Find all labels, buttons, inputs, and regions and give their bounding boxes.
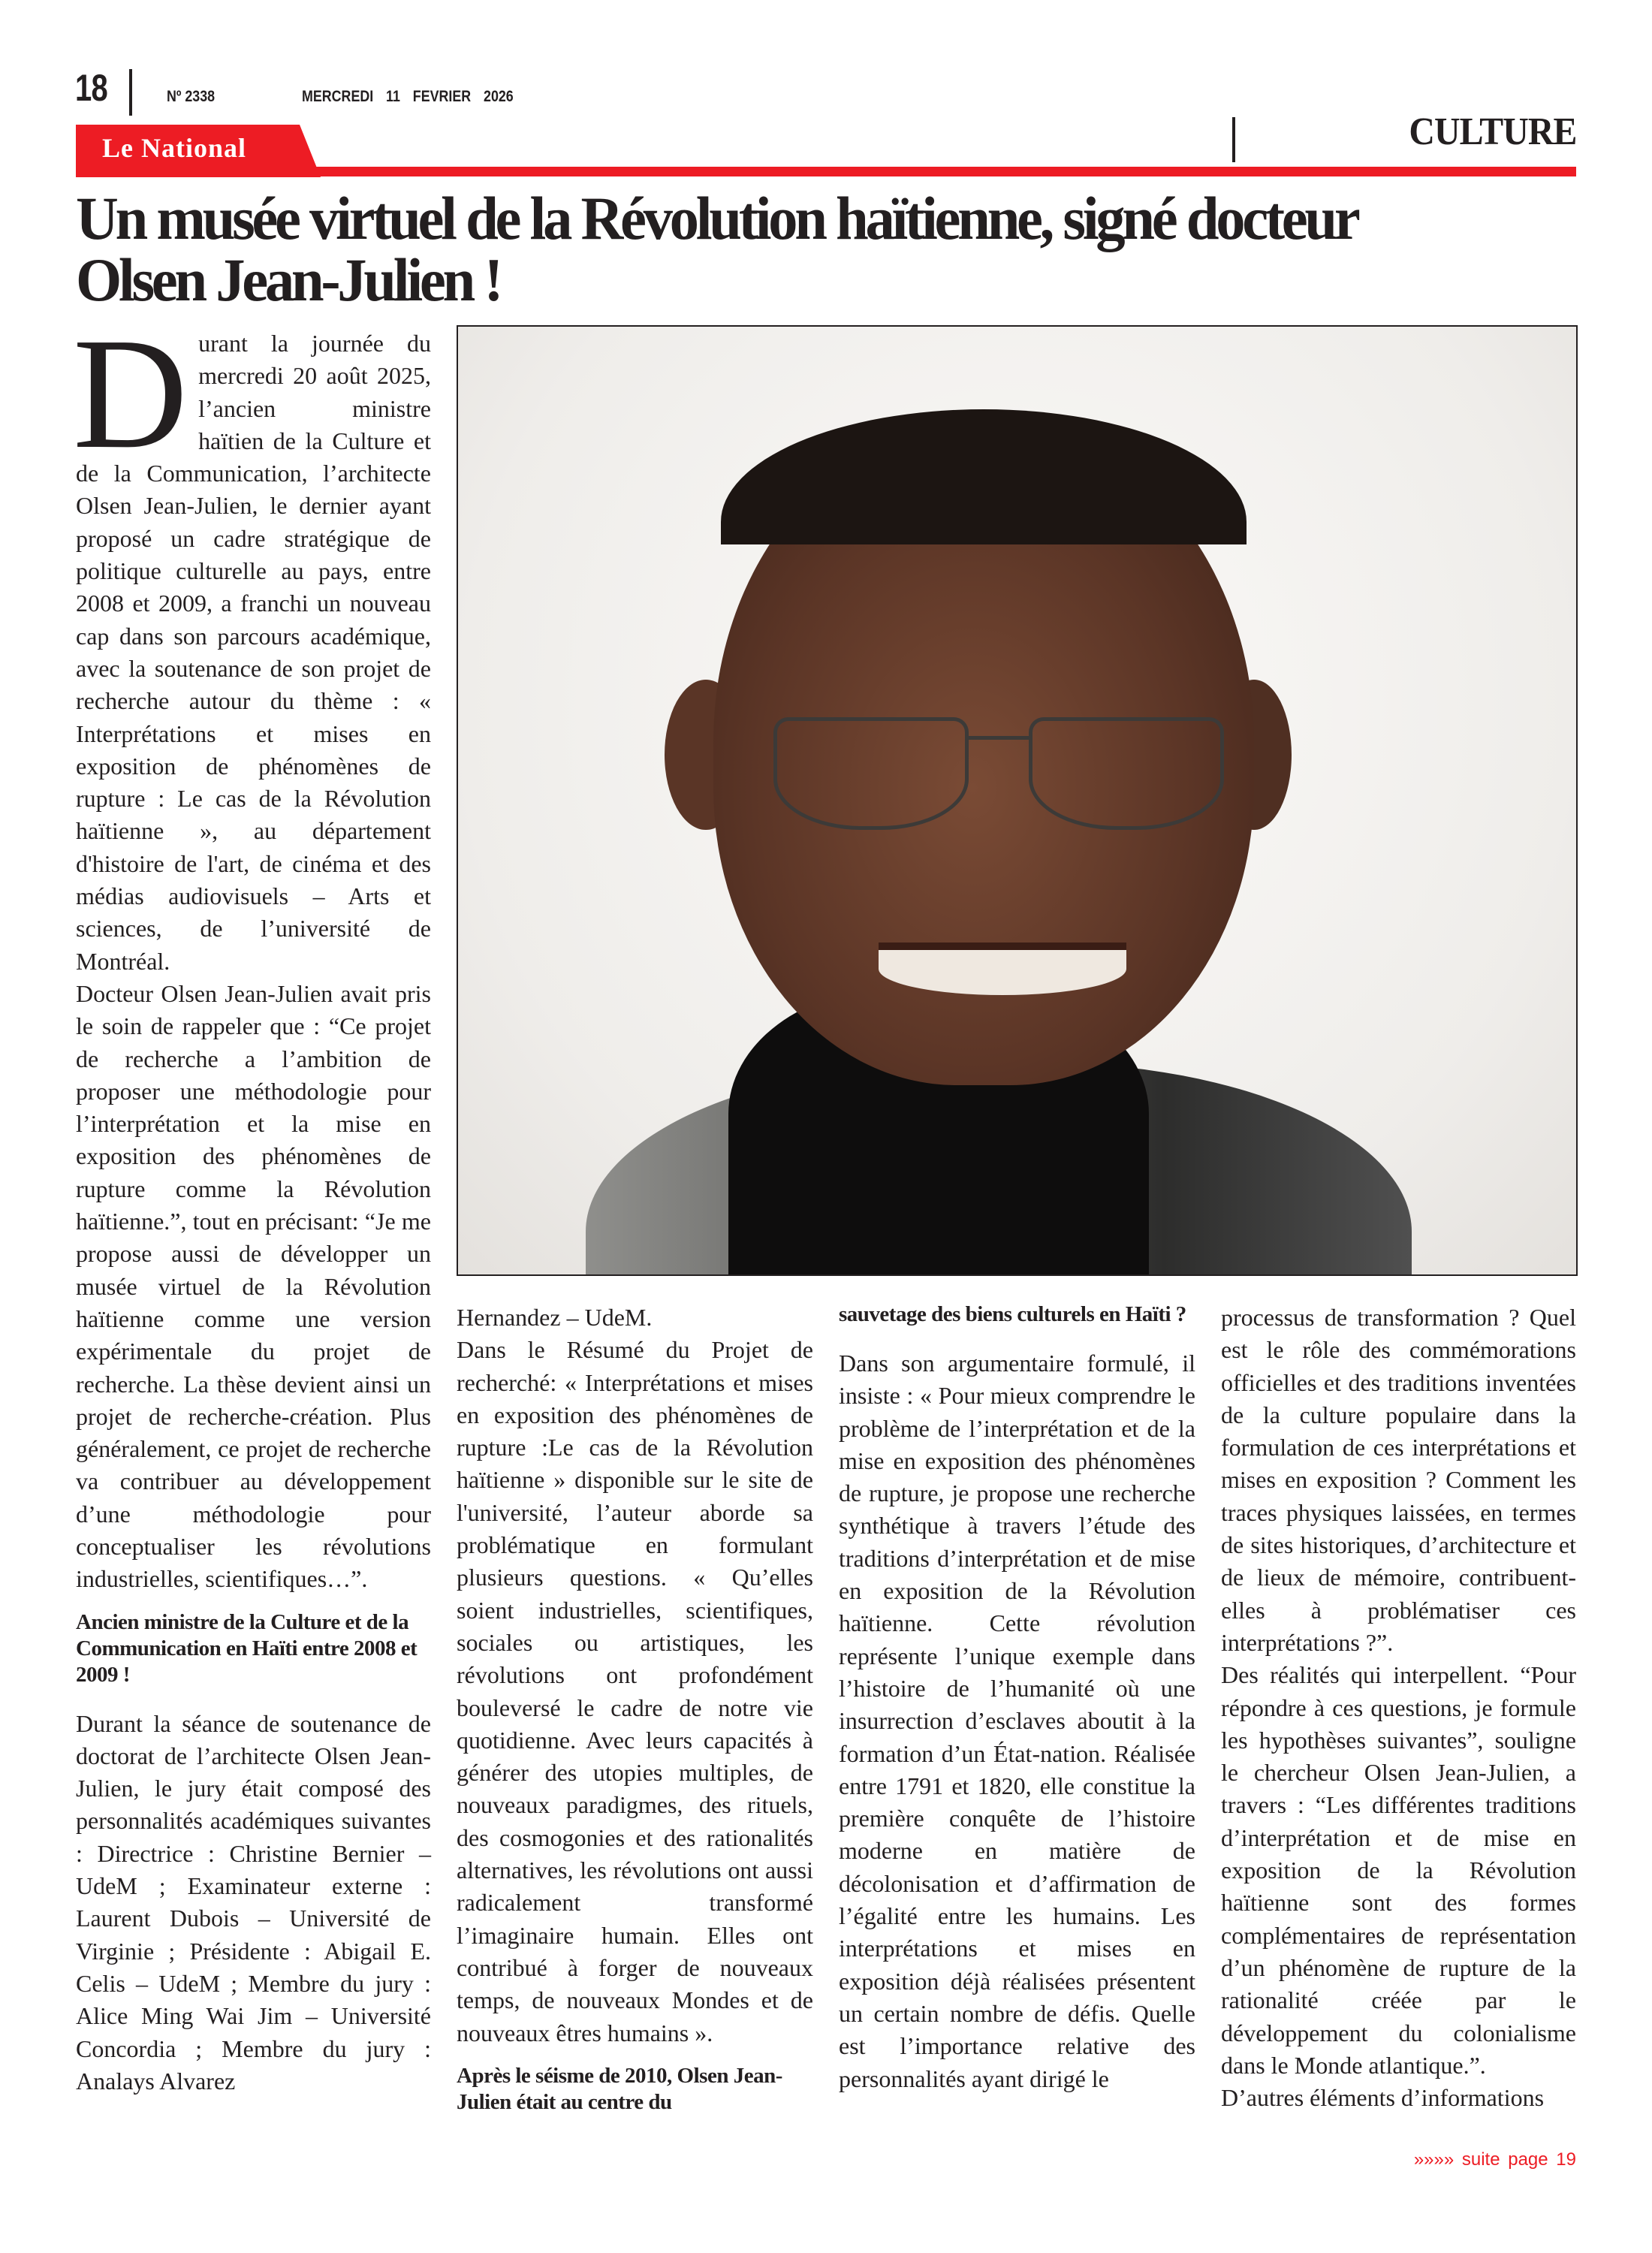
- paragraph: Durant la séance de soutenance de doctorat de l’architecte Olsen Jean-Julien, le jury était composé des personnalités académiques suivantes : Directrice : Christine Bernier – UdeM ; Examinateur externe : Laurent Dubois – Université de Virginie ; Présidente : Abigail E. Celis – UdeM ; Membre du jury : Alice Ming Wai Jim – Université Concordia ; Membre du jury : Analays Alvarez: [76, 1709, 431, 2095]
- issue-number: Nº 2338: [167, 88, 216, 105]
- divider: [129, 69, 132, 116]
- article-column-3: [839, 1301, 1195, 2095]
- photo-glasses-bridge: [965, 736, 1029, 740]
- paragraph: Dans son argumentaire formulé, il insiste : « Pour mieux comprendre le problème de l’interprétation et de la mise en exposition des phénomènes de rupture, je propose une recherche synthétique à travers l’étude des traditions d’interprétation et de mise en exposition de la Révolution haïtienne. Cette révolution représente l’unique exemple dans l’histoire de l’humanité où une insurrection d’esclaves aboutit à la formation d’un État-nation. Réalisée entre 1791 et 1820, elle constitue la première conquête de l’histoire moderne en matière de décolonisation et d’affirmation de l’égalité entre les humains. Les interprétations et mises en exposition déjà réalisées présentent un certain nombre de défis. Quelle est l’importance relative des personnalités ayant dirigé le: [839, 1350, 1195, 2092]
- paragraph: processus de transformation ? Quel est le rôle des commémorations officielles et des traditions inventées de la culture populaire dans la formulation de ces interprétations et mises en exposition ? Comment les traces physiques laissées, en termes de sites historiques, d’architecture et de lieux de mémoire, contribuent-elles à problématiser ces interprétations ?”.: [1221, 1304, 1576, 1656]
- subheading: sauvetage des biens culturels en Haïti ?: [839, 1302, 1186, 1326]
- header-rule: [76, 167, 1576, 176]
- article-headline: [76, 184, 1532, 314]
- paragraph: Hernandez – UdeM.: [457, 1304, 653, 1331]
- divider: [1232, 117, 1235, 162]
- photo-glasses: [773, 717, 969, 830]
- paragraph: Docteur Olsen Jean-Julien avait pris le soin de rappeler que : “Ce projet de recherche a l’ambition de proposer une méthodologie pour l’interprétation et la mise en exposition des phénomènes de rupture comme la Révolution haïtienne.”, tout en précisant: “Je me propose aussi de développer un musée virtuel de la Révolution haïtienne comme une version expérimentale du projet de recherche. La thèse devient ainsi un projet de recherche-création. Plus généralement, ce projet de recherche va contribuer au développement d’une méthodologie pour conceptualiser les révolutions industrielles, scientifiques…”.: [76, 979, 431, 1593]
- article-column-1: [73, 305, 431, 2098]
- drop-cap: D: [73, 305, 188, 481]
- paragraph: D’autres éléments d’informations: [1221, 2084, 1545, 2112]
- subheading: Après le séisme de 2010, Olsen Jean-Julien était au centre du: [457, 2063, 782, 2114]
- subheading: Ancien ministre de la Culture et de la Communication en Haïti entre 2008 et 2009 !: [76, 1609, 418, 1687]
- headline-line: Un musée virtuel de la Révolution haïtienne, signé docteur: [76, 184, 1358, 252]
- continued-link[interactable]: »»»» suite page 19: [1413, 2149, 1576, 2170]
- section-title: CULTURE: [1408, 110, 1576, 153]
- page-number: 18: [75, 67, 107, 109]
- photo-glasses: [1029, 717, 1224, 830]
- paragraph: urant la journée du mercredi 20 août 2025, l’ancien ministre haïtien de la Culture et de la Communication, l’architecte Olsen Jean-Julien, le dernier ayant proposé un cadre stratégique de politique culturelle au pays, entre 2008 et 2009, a franchi un nouveau cap dans son parcours académique, avec la soutenance de son projet de recherche autour du thème : « Interprétations et mises en exposition de phénomènes de rupture : Le cas de la Révolution haïtienne », au département d'histoire de l'art, de cinéma et des médias audiovisuels – Arts et sciences, de l’université de Montréal.: [76, 330, 431, 975]
- issue-date: MERCREDI 11 FEVRIER 2026: [302, 88, 514, 105]
- article-column-2: [457, 1301, 813, 2135]
- article-column-4: [1221, 1301, 1576, 2114]
- portrait-photo: [457, 325, 1578, 1276]
- paragraph: Des réalités qui interpellent. “Pour répondre à ces questions, je formule les hypothèses suivantes”, souligne le chercheur Olsen Jean-Julien, a travers : “Les différentes traditions d’interprétation et de mise en exposition de la Révolution haïtienne sont des formes complémentaires de représentation d’un phénomène de rupture de la rationalité créée par le développement du colonialisme dans le Monde atlantique.”.: [1221, 1661, 1576, 2079]
- paragraph: Dans le Résumé du Projet de recherché: « Interprétations et mises en exposition des phénomènes de rupture :Le cas de la Révolution haïtienne » disponible sur le site de l'université, l’auteur aborde sa problématique en formulant plusieurs questions. « Qu’elles soient industrielles, scientifiques, sociales ou artistiques, les révolutions ont profondément bouleversé le cadre de notre vie quotidienne. Avec leurs capacités à générer des utopies multiples, de nouveaux paradigmes, des rituels, des cosmogonies et des rationalités alternatives, les révolutions ont aussi radicalement transformé l’imaginaire humain. Elles ont contribué à forger de nouveaux temps, de nouveaux Mondes et de nouveaux êtres humains ».: [457, 1336, 813, 2046]
- photo-smile: [879, 943, 1126, 995]
- headline-line: Olsen Jean-Julien !: [76, 246, 501, 314]
- brand-logo: Le National: [102, 133, 247, 163]
